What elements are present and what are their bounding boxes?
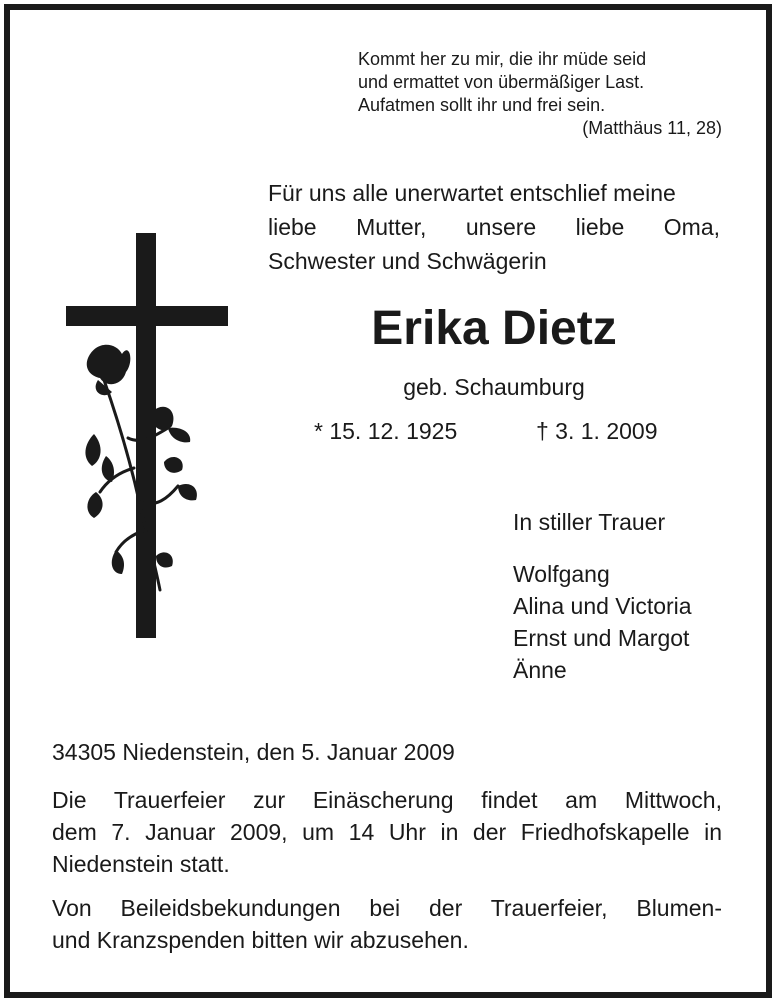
birth-name: geb. Schaumburg [403, 374, 585, 400]
intro-line: liebe Mutter, unsere liebe Oma, [268, 214, 720, 240]
verse-line: Kommt her zu mir, die ihr müde seid [358, 49, 647, 69]
mourner-name: Änne [513, 657, 567, 683]
mourner-name: Ernst und Margot [513, 625, 690, 651]
bible-verse [358, 48, 722, 140]
place-date: 34305 Niedenstein, den 5. Januar 2009 [52, 739, 455, 765]
cross-with-rose-icon [60, 230, 240, 642]
intro-line: Für uns alle unerwartet entschlief meine [268, 180, 676, 206]
ceremony-notice [52, 784, 722, 880]
request-line: und Kranzspenden bitten wir abzusehen. [52, 927, 469, 953]
intro-line: Schwester und Schwägerin [268, 248, 547, 274]
mourning-heading: In stiller Trauer [513, 509, 666, 535]
ceremony-line: Niedenstein statt. [52, 851, 230, 877]
mourners-list [513, 558, 692, 686]
birth-date: * 15. 12. 1925 [314, 418, 458, 444]
verse-line: Aufatmen sollt ihr und frei sein. [358, 95, 606, 115]
condolence-request [52, 892, 722, 956]
intro-text [268, 176, 720, 278]
verse-line: und ermattet von übermäßiger Last. [358, 72, 645, 92]
mourner-name: Wolfgang [513, 561, 610, 587]
ceremony-line: dem 7. Januar 2009, um 14 Uhr in der Friedhofskapelle in [52, 819, 722, 845]
death-date: † 3. 1. 2009 [536, 418, 658, 444]
verse-source: (Matthäus 11, 28) [582, 118, 722, 138]
ceremony-line: Die Trauerfeier zur Einäscherung findet am Mittwoch, [52, 787, 722, 813]
deceased-name: Erika Dietz [371, 302, 617, 355]
mourner-name: Alina und Victoria [513, 593, 692, 619]
request-line: Von Beileidsbekundungen bei der Trauerfeier, Blumen- [52, 895, 722, 921]
